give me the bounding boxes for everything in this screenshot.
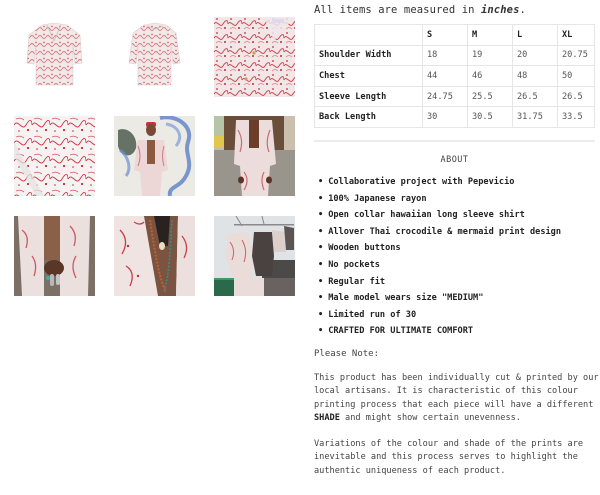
table-row [315,45,595,66]
cell-value: 19 [468,45,513,66]
cell-value: 18 [423,45,468,66]
cell-value: 30.5 [468,107,513,128]
gallery-image-5[interactable] [114,116,195,196]
cell-value: 33.5 [558,107,595,128]
gallery-image-2[interactable] [114,17,195,97]
table-row [315,107,595,128]
size-chart-corner [315,25,423,46]
model-hands-image [14,216,95,296]
cell-value: 50 [558,66,595,87]
list-item: • Male model wears size "MEDIUM" [318,292,561,309]
list-item: • Regular fit [318,276,561,293]
unit-label: inches [480,4,520,16]
cell-value: 30 [423,107,468,128]
about-heading: ABOUT [440,155,469,165]
row-label: Shoulder Width [315,45,423,66]
table-row [315,86,595,107]
list-item: • Limited run of 30 [318,309,561,326]
shade-disclaimer-paragraph: This product has been individually cut & printed by our local artisans. It is characteristic of this colour printing process that each piece will have a different SHADE and might show certain unevenness. [314,373,599,423]
size-column-l: L [513,25,558,46]
cell-value: 44 [423,66,468,87]
cell-value: 48 [513,66,558,87]
model-mural-image [114,116,195,196]
cell-value: 25.5 [468,86,513,107]
gallery-image-6[interactable] [214,116,295,196]
size-column-xl: XL [558,25,595,46]
cell-value: 31.75 [513,107,558,128]
list-item: • 100% Japanese rayon [318,193,561,210]
variation-disclaimer-paragraph: Variations of the colour and shade of the prints are inevitable and this process serves to highlight the authentic uniqueness of each product. [314,439,584,476]
size-chart-table [314,24,595,128]
table-row [315,66,595,87]
feature-list [318,176,561,342]
gallery-image-1[interactable] [14,17,95,97]
print-detail-image [214,17,295,97]
row-label: Sleeve Length [315,86,423,107]
gallery-image-7[interactable] [14,216,95,296]
size-chart-header-row [315,25,595,46]
cell-value: 26.5 [513,86,558,107]
size-chart-intro: All items are measured in inches. [314,4,526,16]
cell-value: 26.5 [558,86,595,107]
cell-value: 20 [513,45,558,66]
gallery-image-9[interactable] [214,216,295,296]
list-item: • Allover Thai crocodile & mermaid print design [318,226,561,243]
fabric-closeup-image [14,116,95,196]
shirt-back-image [114,17,195,97]
section-divider [314,140,595,142]
cell-value: 46 [468,66,513,87]
gallery-image-4[interactable] [14,116,95,196]
size-column-m: M [468,25,513,46]
model-street-image [214,116,295,196]
gallery-image-8[interactable] [114,216,195,296]
row-label: Chest [315,66,423,87]
shade-emphasis: SHADE [314,412,340,423]
gallery-image-3[interactable] [214,17,295,97]
model-chest-image [114,216,195,296]
size-column-s: S [423,25,468,46]
cell-value: 20.75 [558,45,595,66]
list-item: • No pockets [318,259,561,276]
hanging-shirts-image [214,216,295,296]
cell-value: 24.75 [423,86,468,107]
shirt-front-image [14,17,95,97]
list-item: • Open collar hawaiian long sleeve shirt [318,209,561,226]
list-item: • Collaborative project with Pepevicio [318,176,561,193]
list-item: • CRAFTED FOR ULTIMATE COMFORT [318,325,561,342]
please-note-label: Please Note: [314,349,380,359]
list-item: • Wooden buttons [318,242,561,259]
row-label: Back Length [315,107,423,128]
